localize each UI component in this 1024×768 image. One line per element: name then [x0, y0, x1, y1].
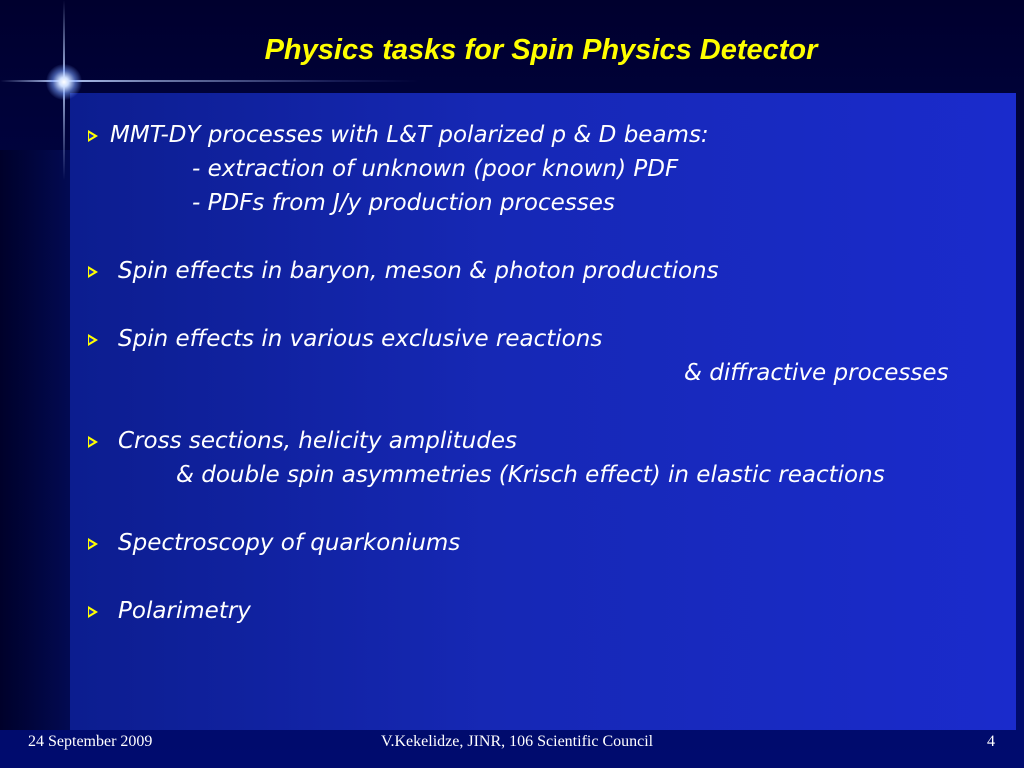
footer-page-number: 4 [987, 733, 995, 750]
arrow-bullet-icon [88, 606, 98, 618]
bullet-text: Polarimetry [118, 598, 251, 624]
arrow-bullet-icon [88, 334, 98, 346]
arrow-bullet-icon [88, 436, 98, 448]
bullet-text: Cross sections, helicity amplitudes [118, 428, 517, 454]
slide-title: Physics tasks for Spin Physics Detector [264, 34, 818, 66]
bullet-text: Spectroscopy of quarkoniums [118, 530, 461, 556]
footer-author: V.Kekelidze, JINR, 106 Scientific Council [381, 733, 654, 750]
left-band [0, 150, 70, 730]
bullet-text: MMT-DY processes with L&T polarized p & D beams: [110, 122, 709, 148]
bullet-subitem: & diffractive processes [684, 360, 949, 386]
bullet-text: Spin effects in various exclusive reactions [118, 326, 603, 352]
footer-date: 24 September 2009 [28, 733, 153, 750]
star-flare-glow [46, 64, 82, 100]
bullet-subitem: - extraction of unknown (poor known) PDF [192, 156, 679, 182]
bullet-subitem: - PDFs from J/y production processes [192, 190, 615, 216]
arrow-bullet-icon [88, 538, 98, 550]
arrow-bullet-icon [88, 130, 98, 142]
bullet-subitem: & double spin asymmetries (Krisch effect) in elastic reactions [176, 462, 885, 488]
bullet-text: Spin effects in baryon, meson & photon productions [118, 258, 719, 284]
arrow-bullet-icon [88, 266, 98, 278]
